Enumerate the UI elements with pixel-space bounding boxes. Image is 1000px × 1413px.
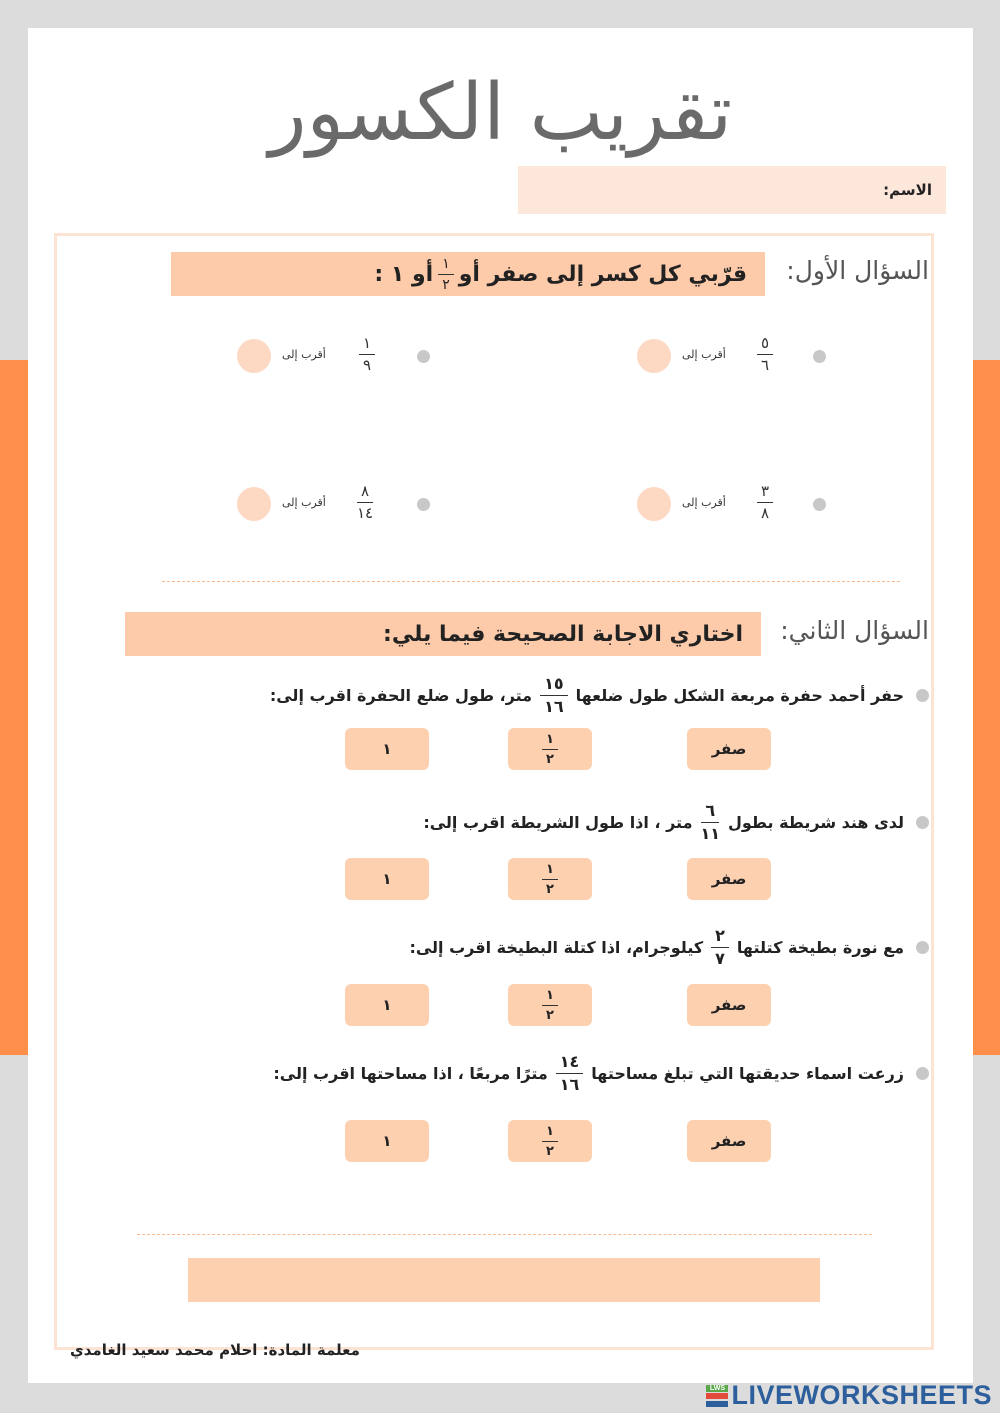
option-zero[interactable]: صفر bbox=[687, 858, 771, 900]
fraction-numerator: ١٤ bbox=[556, 1054, 584, 1074]
fraction-numerator: ١ bbox=[542, 989, 558, 1006]
logo-stripe bbox=[706, 1401, 728, 1407]
question-text: متر ، اذا طول الشريطة اقرب إلى: bbox=[423, 813, 693, 832]
bullet-icon bbox=[916, 689, 929, 702]
q1-item bbox=[237, 484, 457, 524]
q1-fraction bbox=[357, 484, 373, 521]
option-zero[interactable]: صفر bbox=[687, 1120, 771, 1162]
question-fraction bbox=[711, 928, 729, 967]
question-text: مترًا مربعًا ، اذا مساحتها اقرب إلى: bbox=[273, 1064, 548, 1083]
question-fraction bbox=[540, 676, 568, 715]
fraction-denominator: ٧ bbox=[715, 949, 725, 968]
q1-instruction-bar bbox=[171, 252, 765, 296]
q2-instruction-bar bbox=[125, 612, 761, 656]
half-fraction bbox=[542, 863, 558, 896]
fraction-numerator: ١ bbox=[542, 1125, 558, 1142]
question-text: زرعت اسماء حديقتها التي تبلغ مساحتها bbox=[591, 1064, 904, 1083]
fraction-numerator: ١ bbox=[359, 336, 375, 355]
q1-label: السؤال الأول: bbox=[786, 256, 929, 285]
bullet-icon bbox=[813, 498, 826, 511]
nearest-to-label: أقرب إلى bbox=[282, 496, 326, 509]
fraction-numerator: ١٥ bbox=[540, 676, 568, 696]
option-half[interactable] bbox=[508, 728, 592, 770]
question-text: حفر أحمد حفرة مربعة الشكل طول ضلعها bbox=[575, 686, 904, 705]
fraction-denominator: ١٤ bbox=[357, 504, 374, 522]
fraction-numerator: ٣ bbox=[757, 484, 773, 503]
fraction-numerator: ١ bbox=[438, 257, 454, 275]
half-fraction bbox=[542, 733, 558, 766]
question-text: كيلوجرام، اذا كتلة البطيخة اقرب إلى: bbox=[409, 938, 704, 957]
teacher-credit-line: معلمة المادة: احلام محمد سعيد الغامدي bbox=[70, 1341, 360, 1359]
fraction-denominator: ٩ bbox=[363, 356, 372, 374]
name-label: الاسم: bbox=[883, 181, 932, 199]
bullet-icon bbox=[813, 350, 826, 363]
fraction-numerator: ١ bbox=[542, 733, 558, 750]
result-bar bbox=[188, 1258, 820, 1302]
q1-instruction-tail: أو ١ : bbox=[374, 261, 434, 287]
q1-instruction-fraction bbox=[438, 257, 454, 292]
nearest-to-label: أقرب إلى bbox=[682, 348, 726, 361]
q1-instruction: قرّبي كل كسر إلى صفر أو bbox=[458, 261, 747, 287]
option-zero[interactable]: صفر bbox=[687, 984, 771, 1026]
option-one[interactable]: ١ bbox=[345, 1120, 429, 1162]
q1-fraction bbox=[359, 336, 375, 373]
question-fraction bbox=[700, 803, 720, 842]
bullet-icon bbox=[916, 941, 929, 954]
q2-instruction: اختاري الاجابة الصحيحة فيما يلي: bbox=[383, 621, 743, 647]
question-text: متر، طول ضلع الحفرة اقرب إلى: bbox=[269, 686, 533, 705]
q2-question bbox=[409, 928, 929, 967]
nearest-to-label: أقرب إلى bbox=[282, 348, 326, 361]
q2-question bbox=[270, 676, 929, 715]
option-one[interactable]: ١ bbox=[345, 858, 429, 900]
option-one[interactable]: ١ bbox=[345, 984, 429, 1026]
option-half[interactable] bbox=[508, 984, 592, 1026]
logo-stripe bbox=[706, 1393, 728, 1399]
fraction-numerator: ٨ bbox=[357, 484, 373, 503]
name-field[interactable] bbox=[518, 166, 946, 214]
bullet-icon bbox=[417, 350, 430, 363]
worksheet-title: تقريب الكسور bbox=[268, 68, 733, 158]
question-fraction bbox=[556, 1054, 584, 1093]
fraction-numerator: ١ bbox=[542, 863, 558, 880]
answer-drop-circle[interactable] bbox=[637, 487, 671, 521]
half-fraction bbox=[542, 989, 558, 1022]
q2-label: السؤال الثاني: bbox=[780, 616, 929, 645]
brand-text: LIVEWORKSHEETS bbox=[731, 1380, 992, 1410]
fraction-denominator: ٢ bbox=[546, 881, 554, 897]
fraction-denominator: ٦ bbox=[761, 356, 770, 374]
brand-logo-letters: LWS bbox=[706, 1385, 728, 1392]
q1-item bbox=[637, 336, 857, 376]
brand-logo-icon bbox=[706, 1385, 728, 1407]
q1-item bbox=[637, 484, 857, 524]
fraction-denominator: ١٦ bbox=[559, 1075, 580, 1094]
fraction-denominator: ١٦ bbox=[544, 697, 564, 716]
fraction-denominator: ٢ bbox=[546, 751, 554, 767]
questions-frame bbox=[54, 233, 934, 1350]
question-text: لدى هند شريطة بطول bbox=[728, 813, 904, 832]
bullet-icon bbox=[916, 1067, 929, 1080]
option-one[interactable]: ١ bbox=[345, 728, 429, 770]
fraction-denominator: ٢ bbox=[546, 1143, 554, 1159]
q2-question bbox=[273, 1054, 929, 1093]
option-half[interactable] bbox=[508, 858, 592, 900]
section-divider bbox=[162, 581, 900, 582]
fraction-denominator: ٢ bbox=[442, 276, 450, 293]
fraction-numerator: ٥ bbox=[757, 336, 773, 355]
answer-drop-circle[interactable] bbox=[237, 487, 271, 521]
answer-drop-circle[interactable] bbox=[237, 339, 271, 373]
q2-question bbox=[423, 803, 929, 842]
q1-fraction bbox=[757, 336, 773, 373]
bullet-icon bbox=[916, 816, 929, 829]
liveworksheets-brand bbox=[706, 1380, 992, 1411]
bullet-icon bbox=[417, 498, 430, 511]
nearest-to-label: أقرب إلى bbox=[682, 496, 726, 509]
answer-drop-circle[interactable] bbox=[637, 339, 671, 373]
fraction-numerator: ٦ bbox=[701, 803, 719, 823]
fraction-denominator: ٨ bbox=[761, 504, 770, 522]
option-zero[interactable]: صفر bbox=[687, 728, 771, 770]
fraction-denominator: ٢ bbox=[546, 1007, 554, 1023]
question-text: مع نورة بطيخة كتلتها bbox=[736, 938, 904, 957]
worksheet-page bbox=[28, 28, 973, 1383]
fraction-denominator: ١١ bbox=[700, 824, 721, 843]
half-fraction bbox=[542, 1125, 558, 1158]
fraction-numerator: ٢ bbox=[711, 928, 729, 948]
section-divider bbox=[137, 1234, 872, 1235]
q1-item bbox=[237, 336, 457, 376]
q1-fraction bbox=[757, 484, 773, 521]
option-half[interactable] bbox=[508, 1120, 592, 1162]
